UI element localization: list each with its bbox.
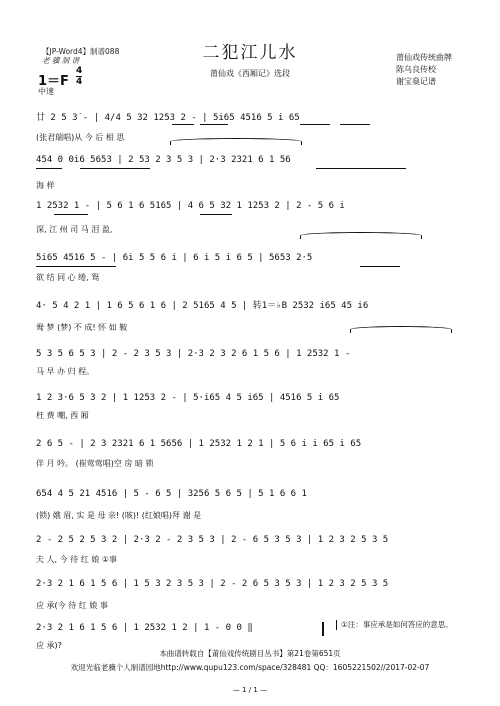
notation-row-6: 5 3 5 6 5 3 | 2 - 2 3 5 3 | 2·3 2 3 2 6 1 5 6 | 1 2532 1 - [36,349,351,359]
meter-denominator: 4 [76,77,83,87]
page-title: 二犯江儿水 [202,43,298,63]
slur-mark [300,232,422,239]
beam-line [300,124,330,125]
lyric-row-7: 枉 费 嘲, 西 厢 [36,411,89,420]
lyric-row-3: 深, 江 州 司 马 泪 盈, [36,225,113,234]
notation-row-4: 5i65 4516 5 - | 6i 5 5 6 i | 6 i 5 i 6 5 | 5653 2·5 [36,253,313,263]
slur-mark [350,326,452,333]
lyric-row-10: 夫 人, 今 待 红 娘 ①事 [36,555,117,564]
beam-line [316,168,406,169]
lyric-row-1: (张君瑞唱)从 今 后 相 思 [36,133,125,142]
notation-row-12: 2·3 2 1 6 1 5 6 | 1 2532 1 2 | 1 - 0 0 ‖ [36,623,253,633]
key-signature: 1＝F [38,74,69,89]
page-number: — 1 / 1 — [232,686,268,694]
lyric-row-4: 欲 结 同 心 绻, 鸳 [36,273,100,282]
beam-line [200,124,228,125]
notation-row-8: 2 6 5 - | 2 3 2321 6 1 5656 | 1 2532 1 2 1 | 5 6 i i 65 i 65 [36,439,362,449]
tempo-marking: 中速 [38,87,54,96]
lyric-row-6: 马 早 办 归 程。 [36,367,95,376]
beam-line [200,214,232,215]
lyric-row-12: 应 承)? [36,641,62,650]
lyric-row-2: 海 样 [36,181,55,190]
lyric-row-9: (锁) 娥 眉, 实 是 母 亲! (咳)! (红娘唱)拜 谢 是 [36,511,202,520]
beam-line [36,266,116,267]
time-signature [76,66,82,87]
source-note: 本曲谱转载自【莆仙戏传统剧目丛书】第21卷第651页 [159,649,341,658]
site-info: 欢迎光临老骥个人制谱园地http://www.qupu123.com/space/328481 QQ：1605221502//2017-02-07 [70,663,430,672]
notation-row-1: 廿 2 5 3̇ - | 4/4 5 32 1253 2 - | 5i65 4516 5 i 65 [36,113,300,123]
credit-line-2: 陈乌良传校 [396,65,436,74]
slur-mark [170,138,302,145]
notation-row-5: 4· 5 4 2 1 | 1 6 5 6 1 6 | 2 5165 4 5 | 转1＝♭B 2532 i65 45 i6 [36,301,369,311]
beam-line [360,266,400,267]
maker-subline: 老 骥 制 谱 [42,56,80,65]
lyric-row-11: 应 承(今 待 红 娘 事 [36,601,108,610]
meter-numerator: 4 [76,66,83,76]
notation-row-10: 2 - 2 5 2 5 3 2 | 2·3 2 - 2 3 5 3 | 2 - 6 5 3 5 3 | 1 2 3 2 5 3 5 [36,535,389,545]
notation-row-2: 454 0 0i6 5653 | 2 53 2 3 5 3 | 2·3 2321 6 1 56 [36,155,291,165]
beam-line [36,168,62,169]
final-barline [322,622,324,636]
footnote-remark: ①注：事应承是如何答应的意思。 [336,620,453,630]
notation-row-3: 1 2532 1 - | 5 6 1 6 5165 | 4 6 5 32 1 1253 2 | 2 - 5 6 i [36,201,345,211]
beam-line [340,124,370,125]
notation-row-9: 654 4 5 21 4516 | 5 - 6 5 | 3256 5 6 5 | 5 1 6 6 1 [36,489,307,499]
beam-line [172,124,194,125]
lyric-row-8: 伴 月 吟。 (崔莺莺唱)空 房 暗 锁 [36,459,154,468]
notation-row-11: 2·3 2 1 6 1 5 6 | 1 5 3 2 3 5 3 | 2 - 2 6 5 3 5 3 | 1 2 3 2 5 3 5 [36,579,389,589]
subtitle: 莆仙戏《西厢记》选段 [210,69,290,78]
notation-row-7: 1 2 3·6 5 3 2 | 1 1253 2 - | 5·i65 4 5 i65 | 4516 5 i 65 [36,393,340,403]
beam-line [80,168,150,169]
credit-line-1: 莆仙戏传统曲牌 [396,53,452,62]
beam-line [54,214,88,215]
credit-line-3: 谢宝燊记谱 [396,77,436,86]
lyric-row-5: 鸯 梦 (梦) 不 成! 怀 如 鞍 [36,323,128,332]
maker-label: 【JP-Word4】制谱088 [42,47,120,56]
